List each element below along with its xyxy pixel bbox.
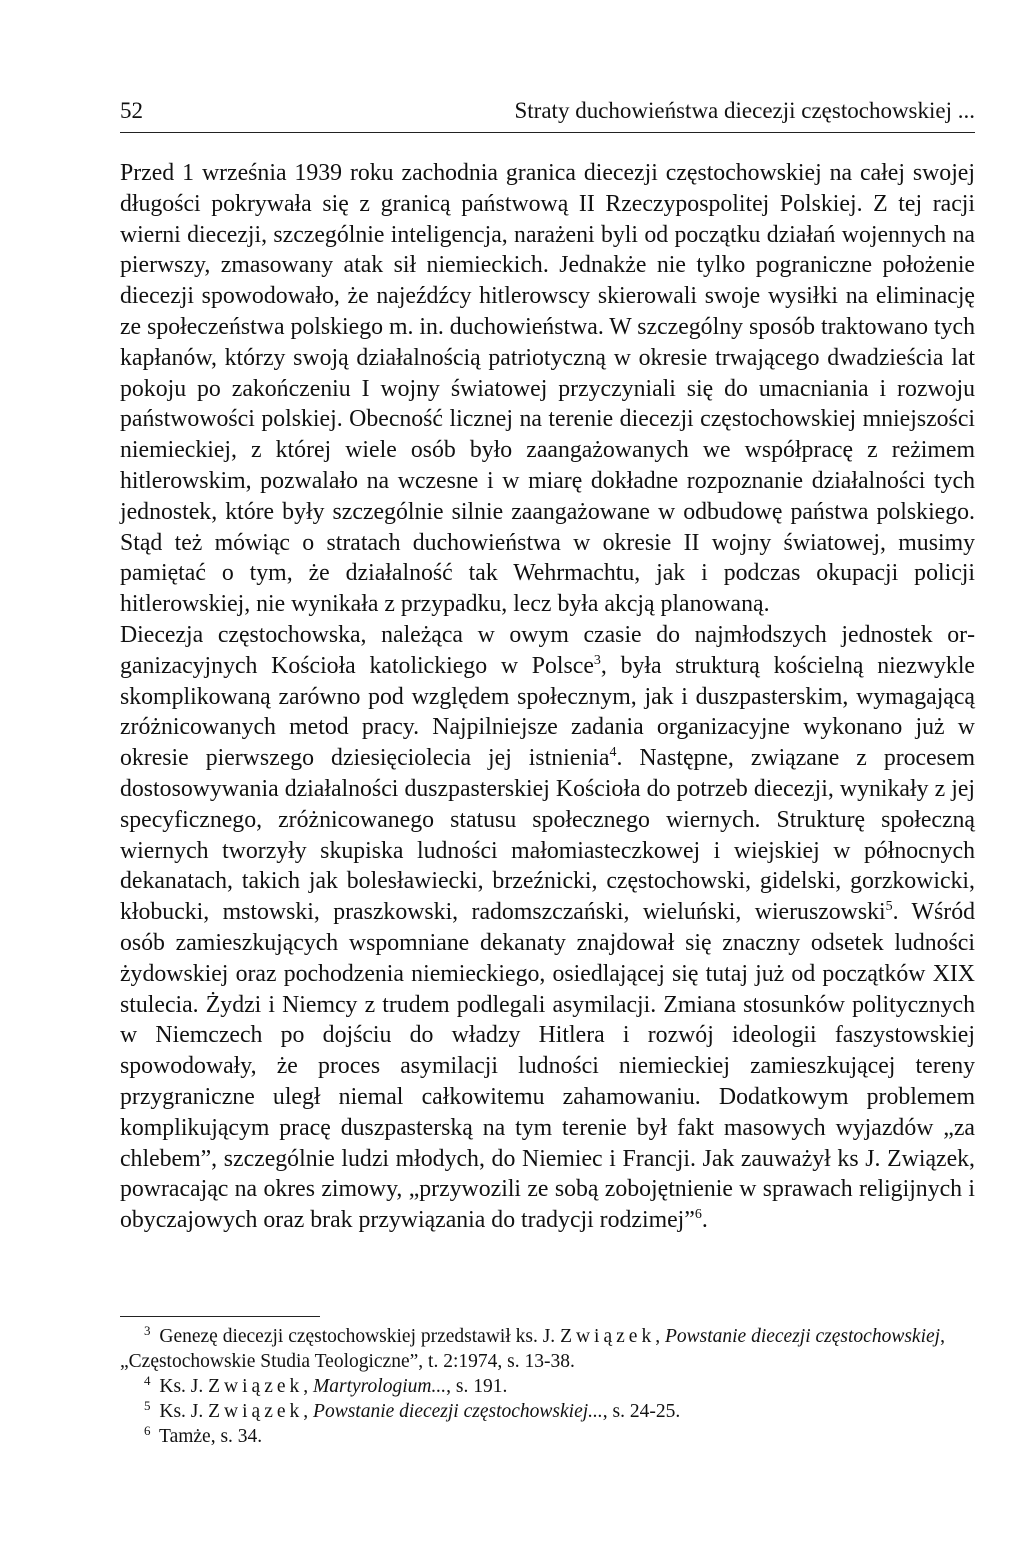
running-title: Straty duchowieństwa diecezji częstochowskiej ... (514, 98, 975, 123)
footnote-text: Genezę diecezji częstochowskiej przedstawił ks. J. (154, 1326, 561, 1347)
paragraph-1 (120, 158, 975, 620)
footnote-number: 6 (144, 1422, 151, 1438)
paragraph-text: . Następne, związane z procesem dostosowywania działalności duszpasterskiej Kościoła do potrzeb diecezji, wynikały z jej specyficznego, zróżnicowanego statusu społecznego wiernych. Strukturę społeczną wiernych tworzyły skupiska ludności małomiasteczkowej i wiejskiej w północnych dekanatach, takich jak bolesławiecki, brzeźnicki, częstochowski, gidelski, gorzkowicki, kłobucki, mstowski, praszkowski, radomszczański, wieluński, wieruszowski (120, 745, 976, 926)
footnote-text: , (303, 1401, 314, 1422)
footnote-5 (120, 1399, 975, 1424)
paragraph-2 (120, 620, 975, 1236)
footnote-title: Martyrologium... (313, 1376, 447, 1397)
paragraph-text: , była strukturą kościelną niezwykle skomplikowaną zarówno pod względem społecznym, jak i duszpasterskim, wymagającą zróżnicowanych metod pracy. Najpilniejsze zadania organizacyjne wykonano już w okresie pierwszego dziesięciolecia jej istnienia (120, 652, 975, 772)
footnote-ref-5[interactable]: 5 (885, 899, 893, 915)
footnote-author: Związek (560, 1326, 656, 1347)
footnote-6 (120, 1424, 975, 1449)
footnote-number: 5 (144, 1397, 151, 1413)
footnote-number: 4 (144, 1372, 151, 1388)
footnote-ref-6[interactable]: 6 (694, 1207, 702, 1223)
paragraph-text: Przed 1 września 1939 roku zachodnia granica diecezji częstochowskiej na całej swojej długości pokrywała się z granicą państwową II Rzeczypospolitej Polskiej. Z tej racji wierni diecezji, szczególnie inteligencja, narażeni byli od początku działań wojennych na pierwszy, zmasowany atak sił niemieckich. Jednakże nie tylko pograniczne położenie diecezji spowodowało, że najeźdźcy hitlerowscy skierowali swoje wysiłki na eliminację ze społeczeństwa polskiego m. in. duchowieństwa. W szczególny sposób traktowano tych kapłanów, którzy swoją działalnością patriotyczną w okresie trwającego dwadzieścia lat pokoju po zakończeniu I wojny światowej przyczyniali się do umacniania i rozwoju państwowości polskiej. Obecność licznej na terenie diecezji częstochowskiej mniejszości niemieckiej, z której wiele osób było zaangażowanych we współpracę z reżimem hitlerowskim, pozwalało na wczesne i w miarę dokładne rozpoznanie działalności tych jednostek, które były szczególnie silnie zaangażowane w odbudowę państwa polskiego. Stąd też mówiąc o stratach duchowieństwa w okresie II wojny światowej, musimy pamiętać o tym, że działalność tak Wehrmachtu, jak i podczas okupacji policji hitlerowskiej, nie wynikała z przypadku, lecz była akcją planowaną. (120, 160, 975, 618)
footnote-text: Ks. J. (154, 1376, 209, 1397)
footnote-divider (120, 1316, 320, 1317)
footnote-author: Związek (208, 1401, 304, 1422)
footnote-4 (120, 1374, 975, 1399)
paragraph-text: . Wśród osób zamieszkujących wspomniane dekanaty znajdował się znaczny odsetek ludności żydowskiej oraz pochodzenia niemieckiego, osiedlającej się tutaj już od początków XIX stulecia. Żydzi i Niemcy z trudem podlegali asymilacji. Zmiana stosunków politycznych w Niemczech po dojściu do władzy Hitlera i rozwój ideologii faszystowskiej spowodowały, że proces asymilacji ludności niemieckiej zamieszkującej tereny przygraniczne uległ niemal całkowitemu zahamowaniu. Dodatkowym problemem komplikującym pracę duszpasterską na tym terenie był fakt masowych wyjazdów „za chlebem”, szczególnie ludzi młodych, do Niemiec i Francji. Jak zauważył ks J. Związek, powracając na okres zimowy, „przywozili ze sobą zobojętnienie w sprawach religijnych i obyczajowych oraz brak przywiązania do tradycji rodzimej” (120, 899, 975, 1234)
footnote-text: , (303, 1376, 314, 1397)
main-text (120, 158, 975, 1236)
footnotes (120, 1324, 975, 1449)
paragraph-text: Diecezja częstochowska, należąca w owym czasie do najmłodszych jednostek organizacyjnych Kościoła katolickiego w Polsce (120, 621, 975, 679)
footnote-ref-4[interactable]: 4 (609, 745, 617, 761)
footnote-text: Tamże, s. 34. (154, 1426, 263, 1447)
footnote-number: 3 (144, 1322, 151, 1338)
footnote-3 (120, 1324, 975, 1374)
footnote-title: Powstanie diecezji częstochowskiej... (313, 1401, 603, 1422)
footnote-text: , s. 191. (446, 1376, 508, 1397)
footnote-title: Powstanie diecezji częstochowskiej (664, 1326, 941, 1347)
footnote-text: Ks. J. (154, 1401, 209, 1422)
footnote-text: , „Częstochowskie Studia Teologiczne”, t. 2:1974, s. 13-38. (120, 1326, 945, 1372)
footnote-text: , s. 24-25. (602, 1401, 681, 1422)
footnote-text: , (655, 1326, 665, 1347)
running-header (120, 96, 975, 133)
footnote-ref-3[interactable]: 3 (593, 652, 601, 668)
paragraph-text: . (701, 1207, 708, 1234)
footnote-author: Związek (208, 1376, 304, 1397)
page-number: 52 (120, 98, 143, 123)
